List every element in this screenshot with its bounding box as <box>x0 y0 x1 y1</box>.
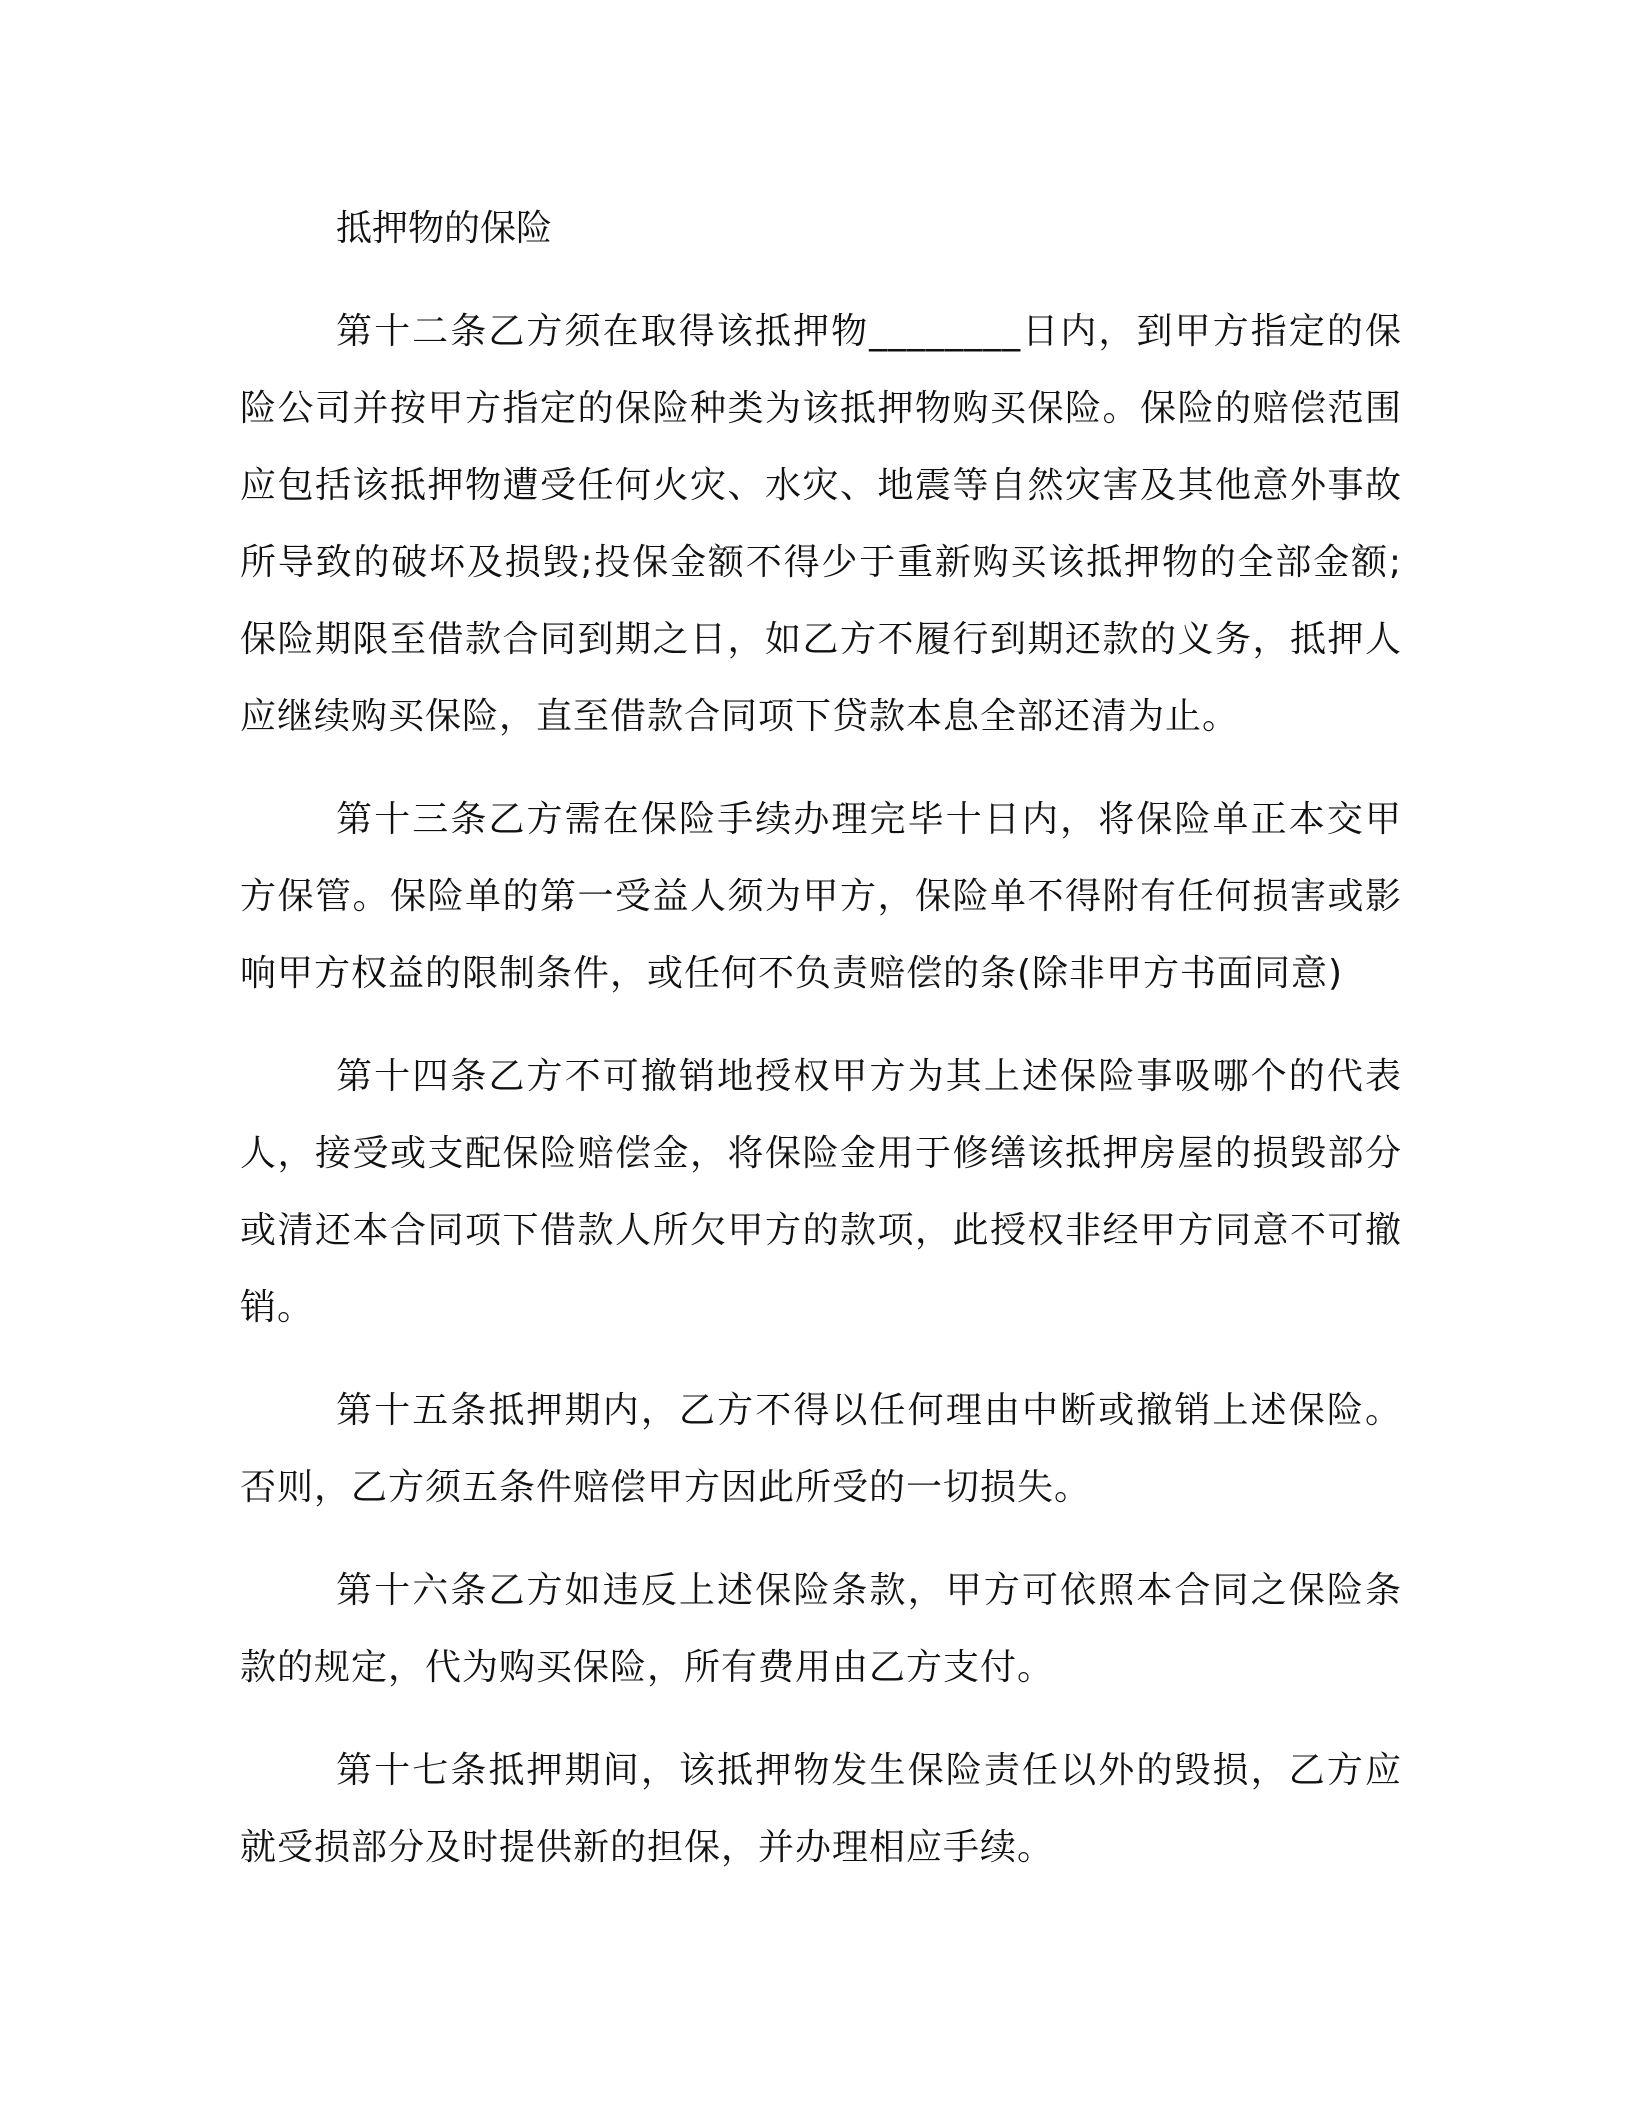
document-body <box>240 190 1402 1886</box>
article-16: 第十六条乙方如违反上述保险条款，甲方可依照本合同之保险条款的规定，代为购买保险，所有费用由乙方支付。 <box>240 1570 1402 1688</box>
article-13: 第十三条乙方需在保险手续办理完毕十日内，将保险单正本交甲方保管。保险单的第一受益人须为甲方，保险单不得附有任何损害或影响甲方权益的限制条件，或任何不负责赔偿的条(除非甲方书面同意) <box>240 799 1402 994</box>
article-17: 第十七条抵押期间，该抵押物发生保险责任以外的毁损，乙方应就受损部分及时提供新的担保，并办理相应手续。 <box>240 1750 1402 1868</box>
article-15: 第十五条抵押期内，乙方不得以任何理由中断或撤销上述保险。否则，乙方须五条件赔偿甲方因此所受的一切损失。 <box>240 1390 1402 1508</box>
article-12: 第十二条乙方须在取得该抵押物________日内，到甲方指定的保险公司并按甲方指定的保险种类为该抵押物购买保险。保险的赔偿范围应包括该抵押物遭受任何火灾、水灾、地震等自然灾害及其他意外事故所导致的破坏及损毁;投保金额不得少于重新购买该抵押物的全部金额;保险期限至借款合同到期之日，如乙方不履行到期还款的义务，抵押人应继续购买保险，直至借款合同项下贷款本息全部还清为止。 <box>240 311 1402 737</box>
article-14: 第十四条乙方不可撤销地授权甲方为其上述保险事吸哪个的代表人，接受或支配保险赔偿金，将保险金用于修缮该抵押房屋的损毁部分或清还本合同项下借款人所欠甲方的款项，此授权非经甲方同意不可撤销。 <box>240 1056 1402 1328</box>
section-heading: 抵押物的保险 <box>336 208 553 249</box>
